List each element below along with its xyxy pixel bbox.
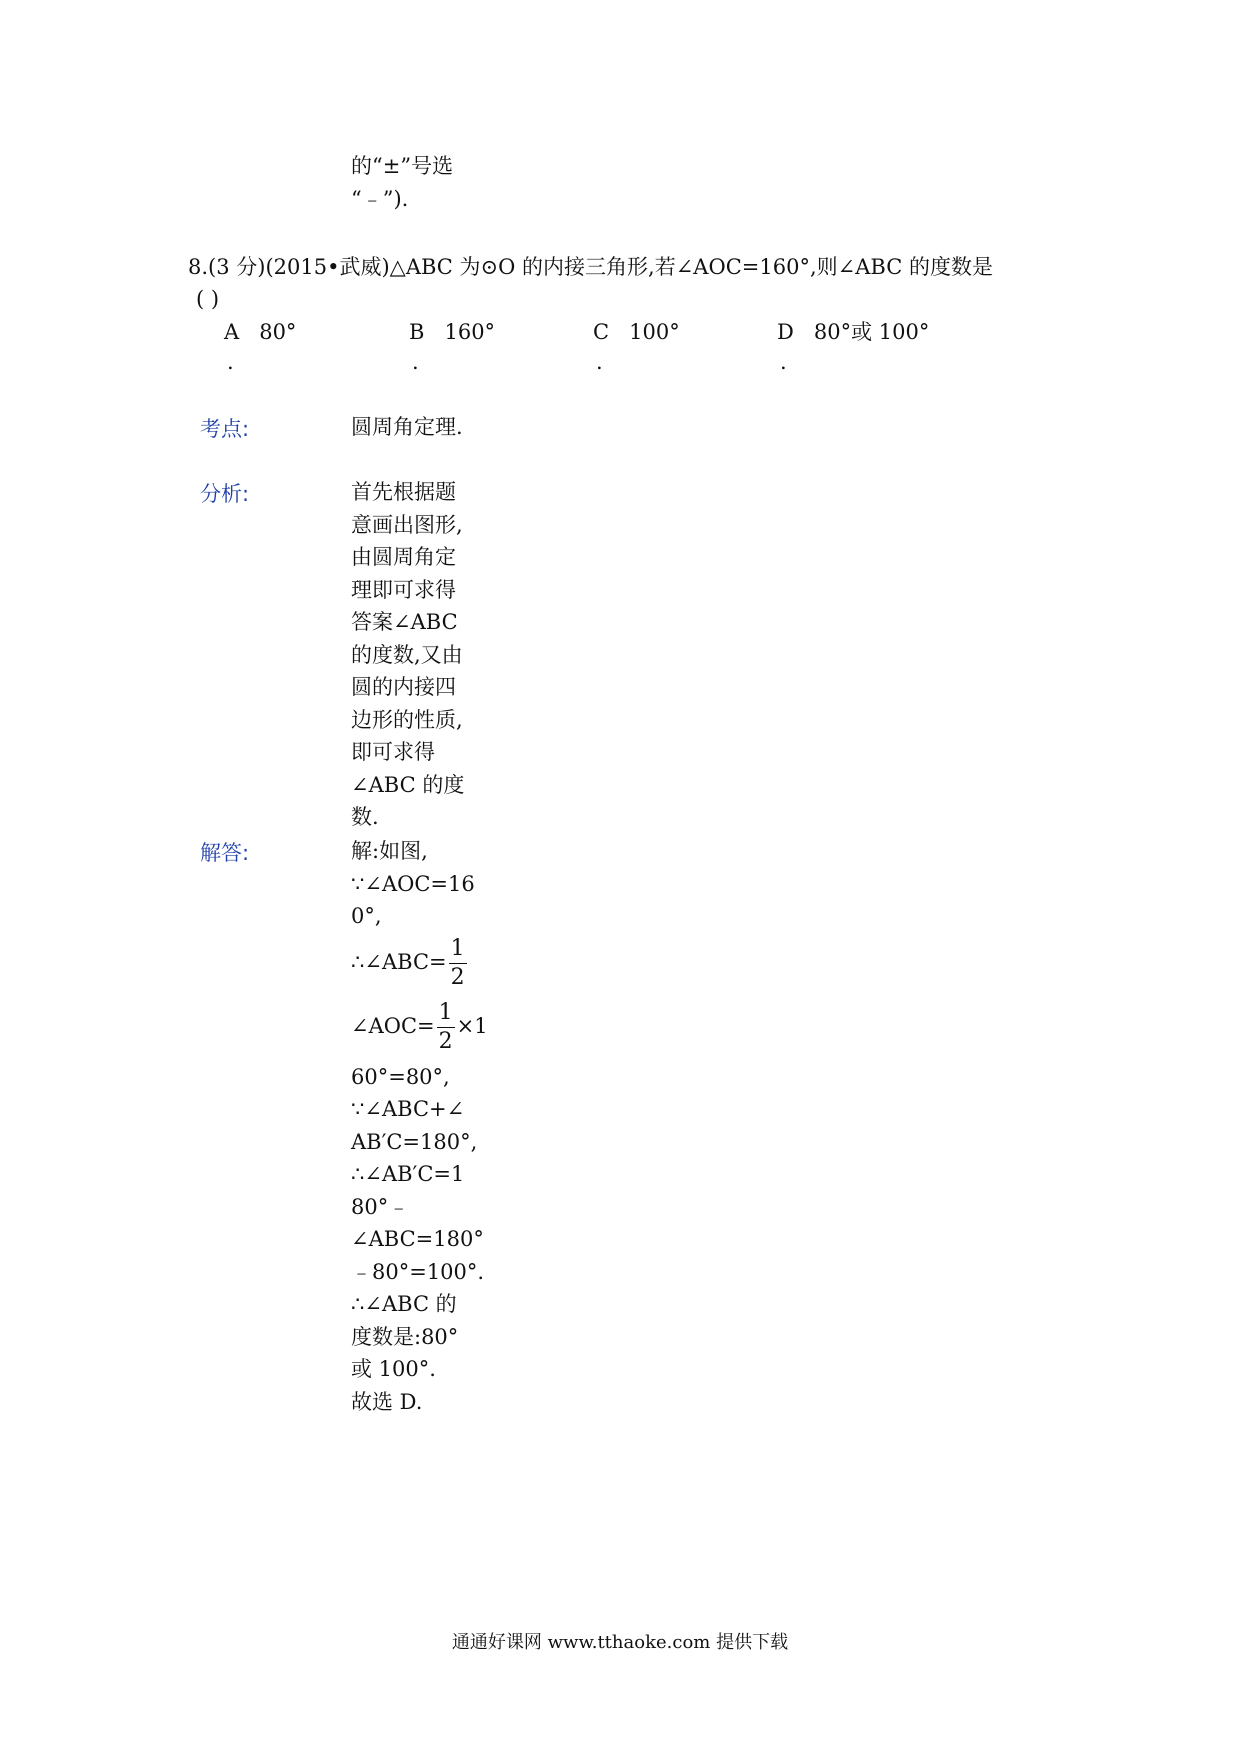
option-dot: . <box>227 350 234 374</box>
jieda-line-text: ×1 <box>456 1013 488 1038</box>
kaodian-label: 考点: <box>200 417 250 441</box>
jieda-fraction-line <box>351 997 488 1061</box>
page-footer: 通通好课网 www.tthaoke.com 提供下载 <box>451 1632 789 1653</box>
carry-line-1: 的“±”号选 <box>351 154 454 178</box>
option-a[interactable] <box>224 316 296 348</box>
jieda-line-text: ∴∠ABC= <box>351 949 447 974</box>
fenxi-line: ∠ABC 的度 <box>351 772 465 797</box>
fenxi-line: 即可求得 <box>351 740 435 764</box>
option-text: 80° <box>259 320 297 344</box>
question-blank: ( ) <box>196 287 220 311</box>
fenxi-line: 数. <box>351 805 379 829</box>
jieda-line: ∴∠AB′C=1 <box>351 1162 465 1186</box>
option-text: 100° <box>629 320 680 344</box>
fenxi-line: 理即可求得 <box>351 577 456 602</box>
jieda-line: ∵∠ABC+∠ <box>351 1097 465 1121</box>
fraction-numerator: 1 <box>437 1002 455 1028</box>
jieda-line: AB′C=180°, <box>351 1129 478 1154</box>
fenxi-text <box>351 476 464 834</box>
jieda-line: 度数是:80° <box>351 1324 459 1349</box>
jieda-line: ﹣80°=100°. <box>351 1259 485 1284</box>
jieda-line: 80°﹣ <box>351 1194 410 1219</box>
jieda-label: 解答: <box>200 841 250 865</box>
fraction-denominator: 2 <box>438 1028 453 1054</box>
kaodian-text: 圆周角定理. <box>351 415 463 439</box>
option-b[interactable] <box>409 316 495 348</box>
fenxi-line: 圆的内接四 <box>351 675 456 699</box>
fenxi-line: 首先根据题 <box>351 480 456 504</box>
jieda-text <box>351 835 488 1418</box>
jieda-line-text: ∠AOC= <box>351 1013 435 1038</box>
option-text: 80°或 100° <box>813 320 930 344</box>
fenxi-line: 答案∠ABC <box>351 610 458 634</box>
jieda-line: 0°, <box>351 904 382 928</box>
jieda-line: 60°=80°, <box>351 1064 450 1089</box>
jieda-fraction-line <box>351 933 488 997</box>
fraction-denominator: 2 <box>450 964 465 990</box>
option-text: 160° <box>444 320 496 344</box>
fenxi-line: 边形的性质, <box>351 707 463 732</box>
option-d[interactable] <box>777 316 929 348</box>
fenxi-line: 的度数,又由 <box>351 642 463 667</box>
option-letter: A <box>224 320 240 344</box>
question-stem: 8.(3 分)(2015•武威)△ABC 为⊙O 的内接三角形,若∠AOC=160°,则∠ABC 的度数是 <box>188 255 993 279</box>
option-letter: C <box>593 320 610 344</box>
option-letter: B <box>409 320 425 344</box>
fenxi-line: 由圆周角定 <box>351 545 456 569</box>
fraction-numerator: 1 <box>449 938 467 964</box>
option-c[interactable] <box>593 316 680 348</box>
jieda-line: ∠ABC=180° <box>351 1227 484 1251</box>
option-dot: . <box>412 350 419 374</box>
jieda-line: ∵∠AOC=16 <box>351 871 475 896</box>
option-dot: . <box>780 350 787 374</box>
carry-line-2: “﹣”). <box>351 187 409 211</box>
fraction-one-half <box>437 999 455 1054</box>
jieda-line: 故选 D. <box>351 1389 423 1414</box>
option-dot: . <box>596 350 603 374</box>
fraction-one-half <box>449 935 467 990</box>
fenxi-label: 分析: <box>200 482 250 506</box>
jieda-line: 解:如图, <box>351 839 428 863</box>
jieda-line: 或 100°. <box>351 1357 436 1381</box>
fenxi-line: 意画出图形, <box>351 512 463 537</box>
option-letter: D <box>777 320 794 344</box>
jieda-line: ∴∠ABC 的 <box>351 1292 457 1316</box>
